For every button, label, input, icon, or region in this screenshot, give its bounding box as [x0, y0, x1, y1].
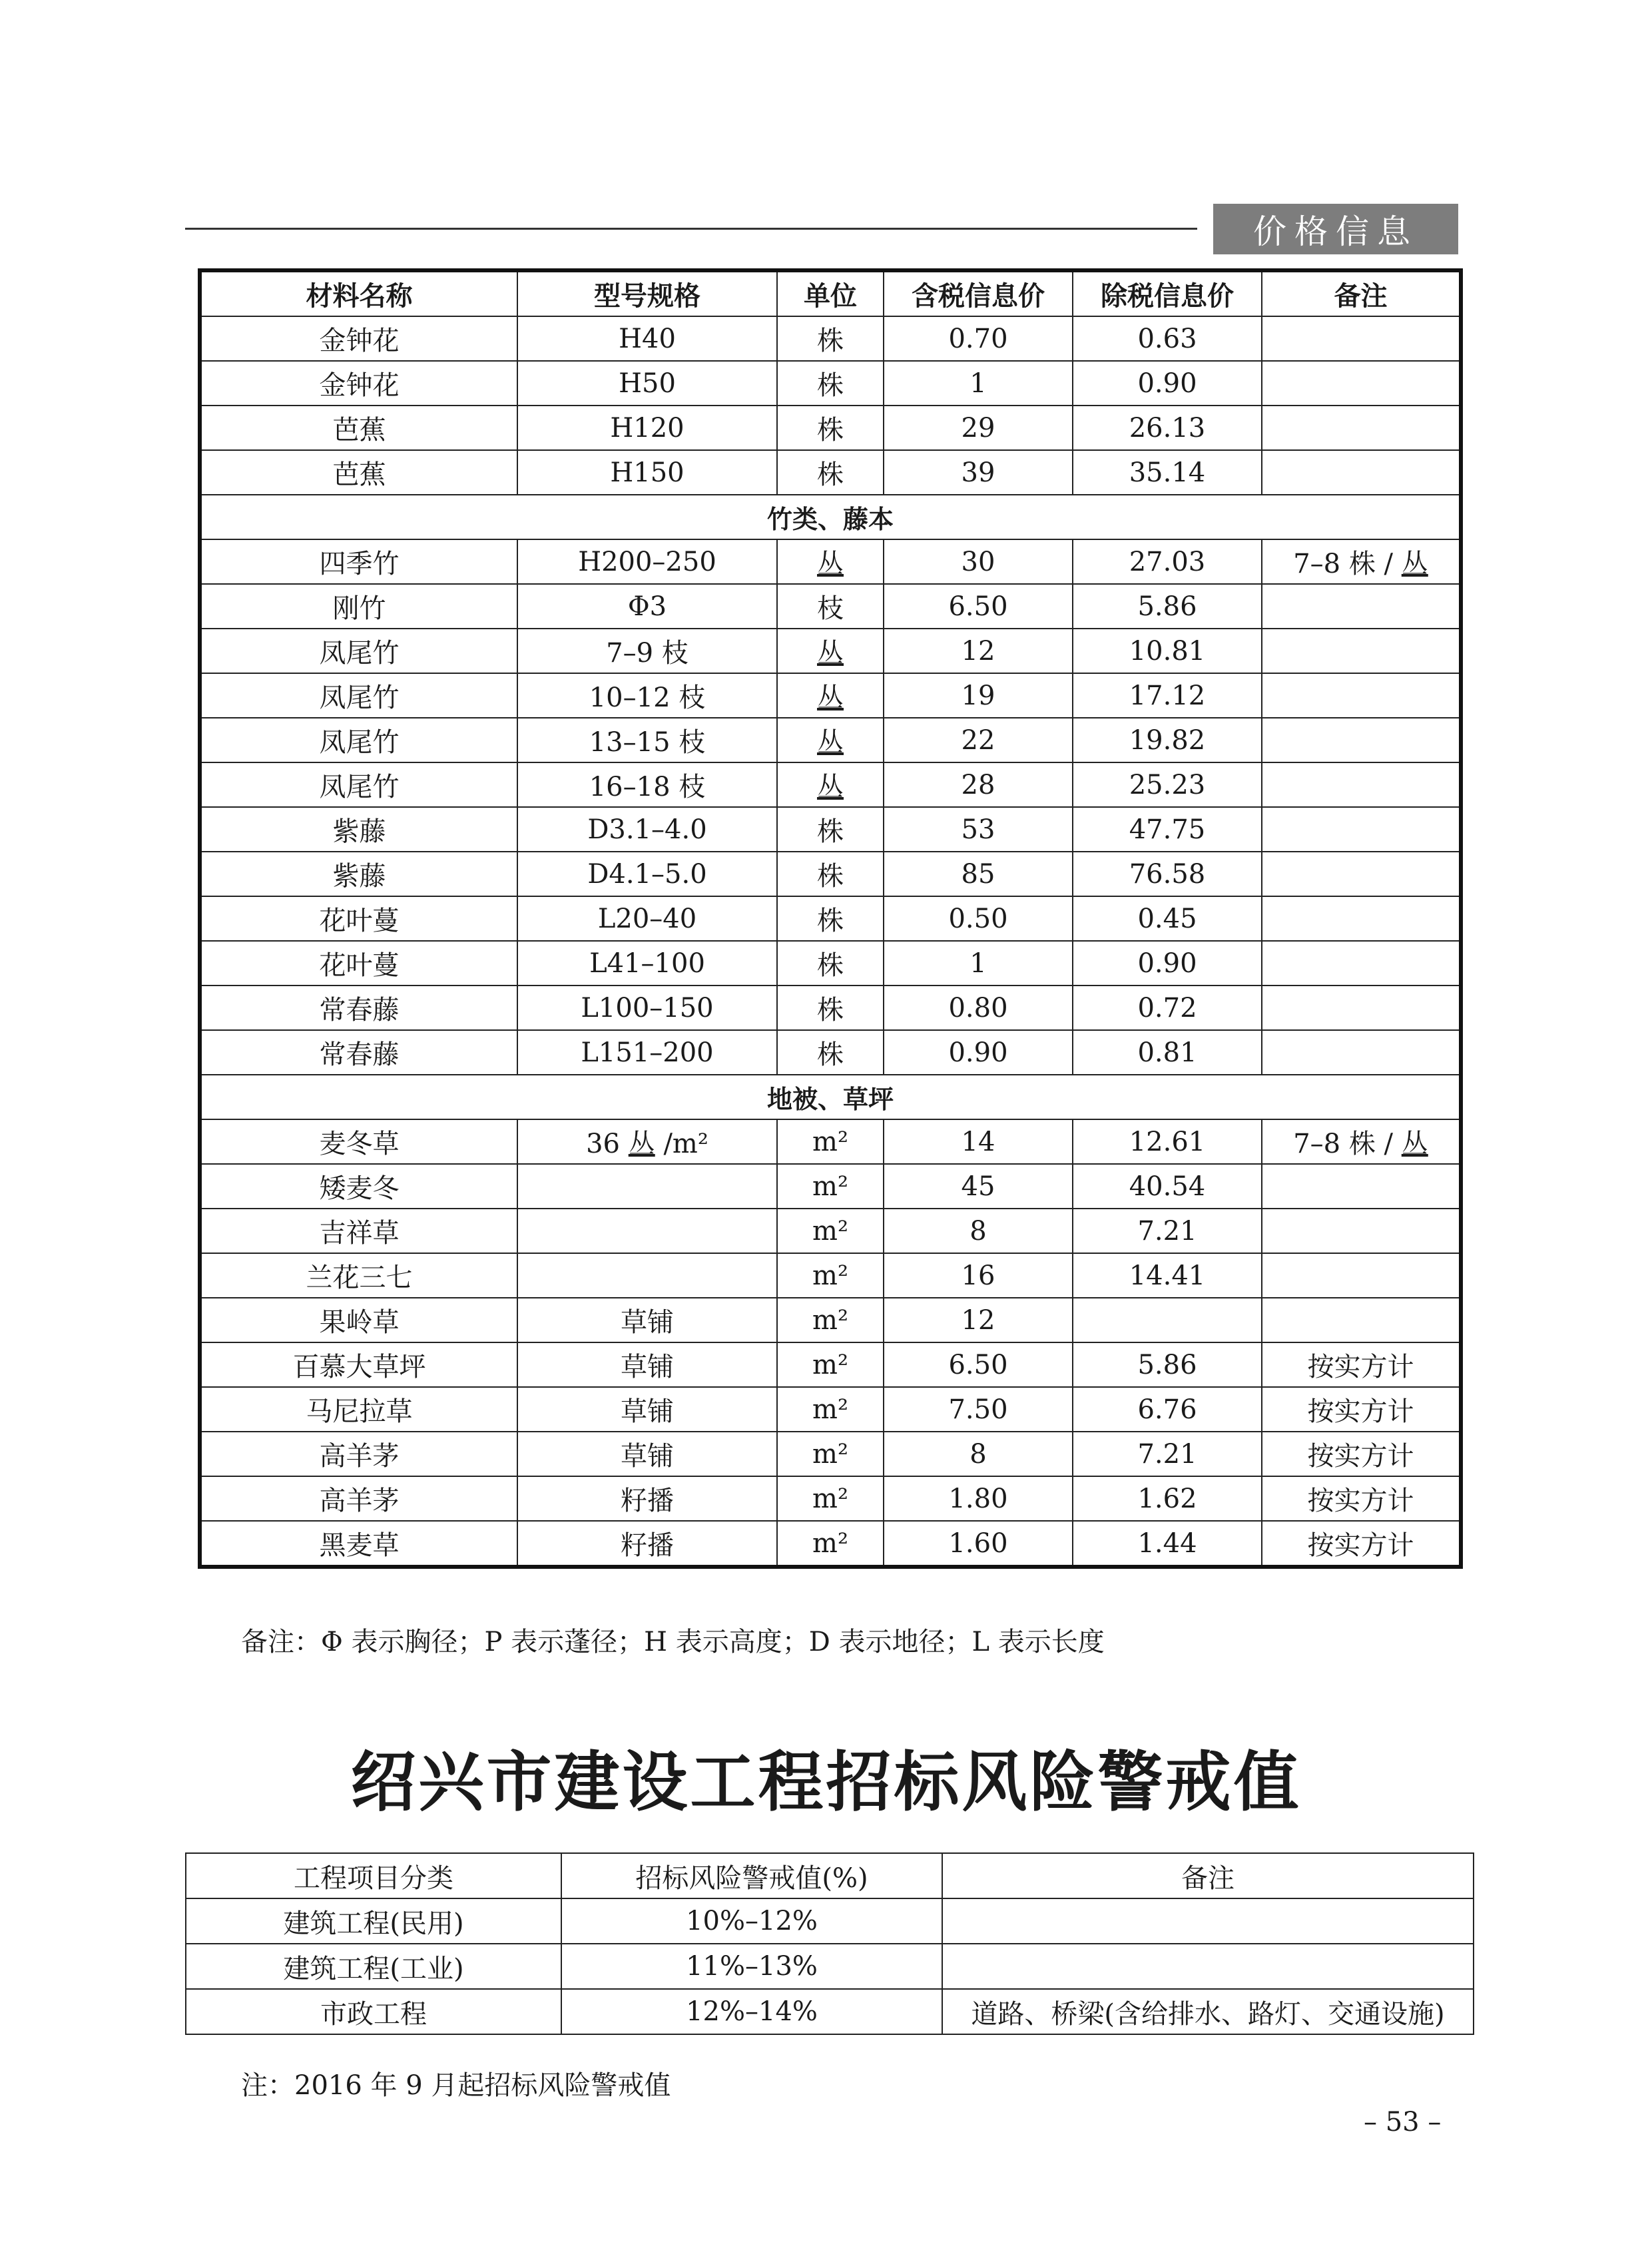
- price-without-tax: 0.90: [1073, 941, 1262, 986]
- remark: [1262, 673, 1461, 718]
- material-name: 黑麦草: [200, 1521, 517, 1567]
- unit: 丛: [777, 539, 884, 584]
- price-without-tax: [1073, 1298, 1262, 1342]
- price-with-tax: 14: [884, 1119, 1073, 1164]
- unit: 丛: [777, 718, 884, 762]
- column-header: 工程项目分类: [186, 1853, 561, 1898]
- price-without-tax: 27.03: [1073, 539, 1262, 584]
- price-table-note: 备注：Φ 表示胸径；P 表示蓬径；H 表示高度；D 表示地径；L 表示长度: [241, 1627, 1105, 1657]
- remark: [1262, 986, 1461, 1030]
- price-without-tax: 1.62: [1073, 1476, 1262, 1521]
- category: 建筑工程(民用): [186, 1898, 561, 1944]
- material-name: 凤尾竹: [200, 718, 517, 762]
- price-with-tax: 12: [884, 1298, 1073, 1342]
- unit: m²: [777, 1209, 884, 1253]
- material-name: 凤尾竹: [200, 673, 517, 718]
- spec: 36 丛 /m²: [517, 1119, 777, 1164]
- section-heading: 地被、草坪: [200, 1075, 1461, 1119]
- spec: 草铺: [517, 1342, 777, 1387]
- remark: 按实方计: [1262, 1521, 1461, 1567]
- price-with-tax: 1: [884, 361, 1073, 406]
- spec: L100–150: [517, 986, 777, 1030]
- price-with-tax: 6.50: [884, 1342, 1073, 1387]
- spec: H200–250: [517, 539, 777, 584]
- material-name: 果岭草: [200, 1298, 517, 1342]
- unit: 枝: [777, 584, 884, 629]
- unit: m²: [777, 1476, 884, 1521]
- unit: m²: [777, 1164, 884, 1209]
- unit: 株: [777, 852, 884, 896]
- price-without-tax: 0.45: [1073, 896, 1262, 941]
- price-with-tax: 0.70: [884, 316, 1073, 361]
- price-with-tax: 85: [884, 852, 1073, 896]
- table-row: [200, 673, 1461, 718]
- material-name: 花叶蔓: [200, 941, 517, 986]
- material-name: 刚竹: [200, 584, 517, 629]
- unit: 株: [777, 807, 884, 852]
- material-name: 常春藤: [200, 1030, 517, 1075]
- remark: [1262, 1253, 1461, 1298]
- table-row: [200, 1387, 1461, 1432]
- material-name: 凤尾竹: [200, 762, 517, 807]
- remark: [1262, 718, 1461, 762]
- material-name: 麦冬草: [200, 1119, 517, 1164]
- unit: 株: [777, 941, 884, 986]
- section-heading: 竹类、藤本: [200, 495, 1461, 539]
- section-label: 价格信息: [1213, 204, 1458, 254]
- price-without-tax: 76.58: [1073, 852, 1262, 896]
- remark: 7–8 株 / 丛: [1262, 539, 1461, 584]
- remark: [942, 1944, 1474, 1989]
- table-row: [200, 807, 1461, 852]
- spec: 10–12 枝: [517, 673, 777, 718]
- price-without-tax: 1.44: [1073, 1521, 1262, 1567]
- column-header: 单位: [777, 270, 884, 316]
- spec: H50: [517, 361, 777, 406]
- unit: m²: [777, 1342, 884, 1387]
- table-row: [200, 1476, 1461, 1521]
- column-header: 备注: [1262, 270, 1461, 316]
- price-without-tax: 7.21: [1073, 1209, 1262, 1253]
- price-without-tax: 7.21: [1073, 1432, 1262, 1476]
- price-with-tax: 0.50: [884, 896, 1073, 941]
- price-with-tax: 19: [884, 673, 1073, 718]
- spec: Φ3: [517, 584, 777, 629]
- category: 市政工程: [186, 1989, 561, 2034]
- spec: [517, 1164, 777, 1209]
- remark: [1262, 1030, 1461, 1075]
- price-with-tax: 1.60: [884, 1521, 1073, 1567]
- material-name: 金钟花: [200, 316, 517, 361]
- price-with-tax: 6.50: [884, 584, 1073, 629]
- column-header: 型号规格: [517, 270, 777, 316]
- remark: 按实方计: [1262, 1432, 1461, 1476]
- table-row: [200, 406, 1461, 450]
- remark: [1262, 1209, 1461, 1253]
- remark: [1262, 896, 1461, 941]
- price-without-tax: 5.86: [1073, 584, 1262, 629]
- unit: 株: [777, 361, 884, 406]
- risk-table-header: [186, 1853, 1474, 1898]
- remark: [1262, 1298, 1461, 1342]
- material-name: 凤尾竹: [200, 629, 517, 673]
- price-without-tax: 17.12: [1073, 673, 1262, 718]
- spec: 草铺: [517, 1387, 777, 1432]
- table-row: [186, 1898, 1474, 1944]
- table-row: [200, 762, 1461, 807]
- material-name: 紫藤: [200, 807, 517, 852]
- table-row: [200, 1253, 1461, 1298]
- price-without-tax: 19.82: [1073, 718, 1262, 762]
- table-row: [200, 718, 1461, 762]
- spec: D3.1–4.0: [517, 807, 777, 852]
- table-row: [200, 1521, 1461, 1567]
- price-with-tax: 30: [884, 539, 1073, 584]
- price-table: [198, 268, 1463, 1569]
- column-header: 备注: [942, 1853, 1474, 1898]
- price-without-tax: 0.72: [1073, 986, 1262, 1030]
- material-name: 马尼拉草: [200, 1387, 517, 1432]
- spec: H150: [517, 450, 777, 495]
- spec: L20–40: [517, 896, 777, 941]
- price-without-tax: 0.81: [1073, 1030, 1262, 1075]
- unit: m²: [777, 1387, 884, 1432]
- price-without-tax: 26.13: [1073, 406, 1262, 450]
- unit: 丛: [777, 673, 884, 718]
- table-row: [200, 1432, 1461, 1476]
- price-with-tax: 7.50: [884, 1387, 1073, 1432]
- table-row: [200, 629, 1461, 673]
- table-row: [200, 584, 1461, 629]
- remark: [1262, 852, 1461, 896]
- price-with-tax: 16: [884, 1253, 1073, 1298]
- table-row: [200, 539, 1461, 584]
- unit: 株: [777, 1030, 884, 1075]
- table-row: [200, 1030, 1461, 1075]
- price-without-tax: 35.14: [1073, 450, 1262, 495]
- remark: [1262, 807, 1461, 852]
- spec: 7–9 枝: [517, 629, 777, 673]
- risk-value: 10%–12%: [561, 1898, 942, 1944]
- remark: 按实方计: [1262, 1476, 1461, 1521]
- unit: 株: [777, 896, 884, 941]
- remark: [1262, 316, 1461, 361]
- remark: [1262, 584, 1461, 629]
- header-rule: [185, 228, 1197, 230]
- price-with-tax: 0.80: [884, 986, 1073, 1030]
- price-with-tax: 8: [884, 1209, 1073, 1253]
- price-with-tax: 29: [884, 406, 1073, 450]
- remark: 按实方计: [1262, 1387, 1461, 1432]
- price-without-tax: 40.54: [1073, 1164, 1262, 1209]
- unit: 丛: [777, 762, 884, 807]
- unit: m²: [777, 1521, 884, 1567]
- risk-table: [185, 1852, 1474, 2035]
- column-header: 材料名称: [200, 270, 517, 316]
- spec: 13–15 枝: [517, 718, 777, 762]
- price-with-tax: 28: [884, 762, 1073, 807]
- price-with-tax: 39: [884, 450, 1073, 495]
- remark: [1262, 941, 1461, 986]
- table-row: [200, 1119, 1461, 1164]
- remark: [1262, 450, 1461, 495]
- table-row: [200, 1164, 1461, 1209]
- table-row: [200, 896, 1461, 941]
- spec: 籽播: [517, 1476, 777, 1521]
- unit: m²: [777, 1298, 884, 1342]
- price-without-tax: 0.90: [1073, 361, 1262, 406]
- table-row: [186, 1944, 1474, 1989]
- remark: [942, 1898, 1474, 1944]
- table-row: [200, 450, 1461, 495]
- spec: [517, 1209, 777, 1253]
- unit: m²: [777, 1253, 884, 1298]
- remark: [1262, 629, 1461, 673]
- table-row: [200, 316, 1461, 361]
- table-row: [200, 852, 1461, 896]
- price-with-tax: 1: [884, 941, 1073, 986]
- material-name: 吉祥草: [200, 1209, 517, 1253]
- spec: 草铺: [517, 1298, 777, 1342]
- unit: 株: [777, 450, 884, 495]
- spec: H120: [517, 406, 777, 450]
- material-name: 紫藤: [200, 852, 517, 896]
- table-row: [200, 361, 1461, 406]
- spec: [517, 1253, 777, 1298]
- material-name: 芭蕉: [200, 450, 517, 495]
- price-without-tax: 0.63: [1073, 316, 1262, 361]
- spec: 籽播: [517, 1521, 777, 1567]
- unit: 株: [777, 406, 884, 450]
- table-row: [200, 986, 1461, 1030]
- section-row: [200, 495, 1461, 539]
- price-without-tax: 6.76: [1073, 1387, 1262, 1432]
- remark: [1262, 406, 1461, 450]
- remark: [1262, 361, 1461, 406]
- risk-table-note: 注：2016 年 9 月起招标风险警戒值: [241, 2070, 671, 2101]
- material-name: 高羊茅: [200, 1476, 517, 1521]
- remark: 道路、桥梁(含给排水、路灯、交通设施): [942, 1989, 1474, 2034]
- risk-section-title: 绍兴市建设工程招标风险警戒值: [350, 1744, 1302, 1821]
- material-name: 金钟花: [200, 361, 517, 406]
- table-row: [200, 1298, 1461, 1342]
- price-without-tax: 14.41: [1073, 1253, 1262, 1298]
- material-name: 花叶蔓: [200, 896, 517, 941]
- risk-value: 12%–14%: [561, 1989, 942, 2034]
- material-name: 四季竹: [200, 539, 517, 584]
- table-row: [200, 1342, 1461, 1387]
- price-table-header: [200, 270, 1461, 316]
- category: 建筑工程(工业): [186, 1944, 561, 1989]
- unit: 株: [777, 316, 884, 361]
- spec: L41–100: [517, 941, 777, 986]
- material-name: 兰花三七: [200, 1253, 517, 1298]
- section-row: [200, 1075, 1461, 1119]
- spec: D4.1–5.0: [517, 852, 777, 896]
- price-without-tax: 10.81: [1073, 629, 1262, 673]
- price-with-tax: 53: [884, 807, 1073, 852]
- column-header: 除税信息价: [1073, 270, 1262, 316]
- table-row: [200, 941, 1461, 986]
- unit: 丛: [777, 629, 884, 673]
- price-without-tax: 12.61: [1073, 1119, 1262, 1164]
- material-name: 常春藤: [200, 986, 517, 1030]
- unit: m²: [777, 1119, 884, 1164]
- price-without-tax: 25.23: [1073, 762, 1262, 807]
- remark: 按实方计: [1262, 1342, 1461, 1387]
- remark: [1262, 1164, 1461, 1209]
- unit: m²: [777, 1432, 884, 1476]
- column-header: 含税信息价: [884, 270, 1073, 316]
- remark: [1262, 762, 1461, 807]
- price-with-tax: 1.80: [884, 1476, 1073, 1521]
- spec: 草铺: [517, 1432, 777, 1476]
- price-without-tax: 47.75: [1073, 807, 1262, 852]
- risk-value: 11%–13%: [561, 1944, 942, 1989]
- table-row: [200, 1209, 1461, 1253]
- unit: 株: [777, 986, 884, 1030]
- price-with-tax: 22: [884, 718, 1073, 762]
- remark: 7–8 株 / 丛: [1262, 1119, 1461, 1164]
- material-name: 矮麦冬: [200, 1164, 517, 1209]
- spec: L151–200: [517, 1030, 777, 1075]
- price-with-tax: 45: [884, 1164, 1073, 1209]
- material-name: 芭蕉: [200, 406, 517, 450]
- spec: H40: [517, 316, 777, 361]
- material-name: 百慕大草坪: [200, 1342, 517, 1387]
- price-with-tax: 8: [884, 1432, 1073, 1476]
- material-name: 高羊茅: [200, 1432, 517, 1476]
- table-row: [186, 1989, 1474, 2034]
- price-without-tax: 5.86: [1073, 1342, 1262, 1387]
- price-with-tax: 0.90: [884, 1030, 1073, 1075]
- page-number: – 53 –: [1364, 2107, 1442, 2137]
- spec: 16–18 枝: [517, 762, 777, 807]
- column-header: 招标风险警戒值(%): [561, 1853, 942, 1898]
- price-with-tax: 12: [884, 629, 1073, 673]
